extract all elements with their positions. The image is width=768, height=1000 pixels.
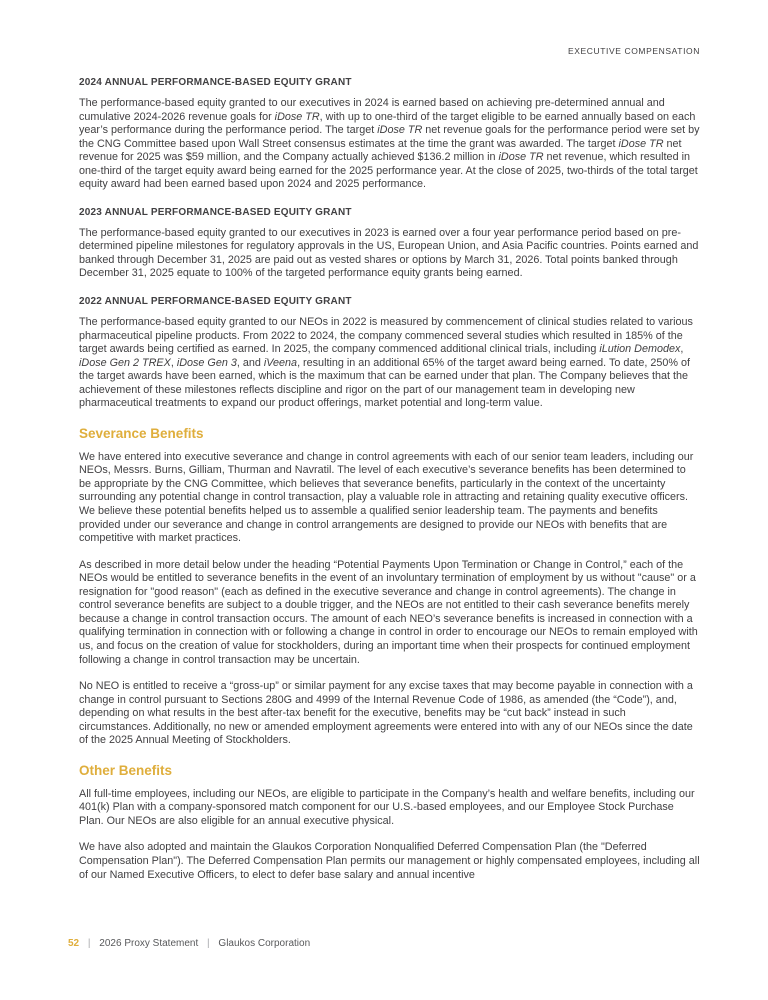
section-severance-benefits [79,426,700,748]
paragraph: As described in more detail below under the heading “Potential Payments Upon Termination or Change in Control,” each of the NEOs would be entitled to severance benefits in the event of an involuntary termination of employment by us without "cause" or a resignation for "good reason" (each as defined in the executive severance and change in control agreements). The change in control severance benefits are subject to a double trigger, and the NEOs are not entitled to their cash severance benefits merely because a change in control transaction occurs. The amount of each NEO’s severance benefits is increased in connection with a qualifying termination in connection with or following a change in control in order to encourage our NEOs to remain employed with us, and focus on the creation of value for stockholders, during an important time when their prospects for continued employment following a change in control transaction may be uncertain. [79,558,698,666]
section-heading-2024-grant: 2024 ANNUAL PERFORMANCE-BASED EQUITY GRANT [79,77,352,88]
paragraph: The performance-based equity granted to our NEOs in 2022 is measured by commencement of clinical studies related to various pharmaceutical pipeline products. From 2022 to 2024, the company commenced several studies which resulted in 185% of the target awards being certified as earned. In 2025, the company commenced additional clinical trials, including iLution Demodex, iDose Gen 2 TREX, iDose Gen 3, and iVeena, resulting in an additional 65% of the target award being earned. To date, 250% of the target awards have been earned, which is the maximum that can be earned under that plan. The Company believes that the achievement of these milestones reflects discipline and rigor on the part of our management team in developing new pharmaceutical treatments to expand our product offerings, market potential and long-term value. [79,316,693,410]
paragraph: We have also adopted and maintain the Glaukos Corporation Nonqualified Deferred Compensation Plan (the "Deferred Compensation Plan"). The Deferred Compensation Plan permits our management or highly compensated employees, including all of our Named Executive Officers, to elect to defer base salary and annual incentive [79,841,700,881]
page-number: 52 [68,938,80,949]
footer-company-name: Glaukos Corporation [218,938,311,949]
footer-document-title: 2026 Proxy Statement [99,938,199,949]
running-header: EXECUTIVE COMPENSATION [567,46,700,56]
paragraph: The performance-based equity granted to our executives in 2024 is earned based on achieving pre-determined annual and cumulative 2024-2026 revenue goals for iDose TR, with up to one-third of the target eligible to be earned annually based on each year’s performance during the performance period. The target iDose TR net revenue goals for the performance period were set by the CNG Committee based upon Wall Street consensus estimates at the time the grant was awarded. The target iDose TR net revenue for 2025 was $59 million, and the Company actually achieved $136.2 million in iDose TR net revenue, which resulted in one-third of the target equity award being earned for the 2025 performance year. At the close of 2025, two-thirds of the total target equity award had been earned based upon 2024 and 2025 performance. [79,97,700,191]
paragraph: All full-time employees, including our NEOs, are eligible to participate in the Company’s health and welfare benefits, including our 401(k) Plan with a company-sponsored match component for our U.S.-based employees, and our Employee Stock Purchase Plan. Our NEOs are also eligible for an annual executive physical. [79,787,695,827]
section-2022-equity-grant [79,296,700,411]
section-heading-2022-grant: 2022 ANNUAL PERFORMANCE-BASED EQUITY GRANT [79,296,352,308]
paragraph: No NEO is entitled to receive a “gross-up” or similar payment for any excise taxes that may become payable in connection with a change in control pursuant to Sections 280G and 4999 of the Internal Revenue Code of 1986, as amended (the “Code”), and, depending on what results in the best after-tax benefit for the executive, benefits may be “cut back” instead in such circumstances. Additionally, no new or amended employment agreements were entered into with any of our NEOs since the date of the 2025 Annual Meeting of Stockholders. [79,680,693,747]
section-heading-other-benefits: Other Benefits [79,762,173,778]
footer-separator: | [87,938,91,949]
paragraph: The performance-based equity granted to our executives in 2023 is earned over a four year performance period based on pre-determined pipeline milestones for regulatory approvals in the US, European Union, and Asia Pacific countries. Points earned and banked through December 31, 2025 are paid out as vested shares or options by March 31, 2026. Total points banked through December 31, 2025 equate to 100% of the targeted performance equity grants being earned. [79,226,699,280]
page-content [79,77,700,897]
page-footer [68,938,310,949]
paragraph: We have entered into executive severance and change in control agreements with each of our senior team leaders, including our NEOs, Messrs. Burns, Gilliam, Thurman and Navratil. The level of each executive’s severance benefits has been determined to be appropriate by the CNG Committee, which believes that severance benefits, particularly in the context of the uncertainty surrounding any potential change in control transaction, play a valuable role in attracting and retaining quality executive officers. We believe these potential benefits helped us to assemble a qualified senior leadership team. The payments and benefits provided under our severance and change in control arrangements are designed to provide our NEOs with benefits that are competitive with market practices. [79,450,694,545]
section-2023-equity-grant [79,207,700,281]
section-heading-2023-grant: 2023 ANNUAL PERFORMANCE-BASED EQUITY GRANT [79,206,352,218]
footer-separator: | [207,938,210,949]
section-2024-equity-grant [79,77,700,192]
section-heading-severance-benefits: Severance Benefits [79,425,204,441]
section-other-benefits [79,763,700,882]
